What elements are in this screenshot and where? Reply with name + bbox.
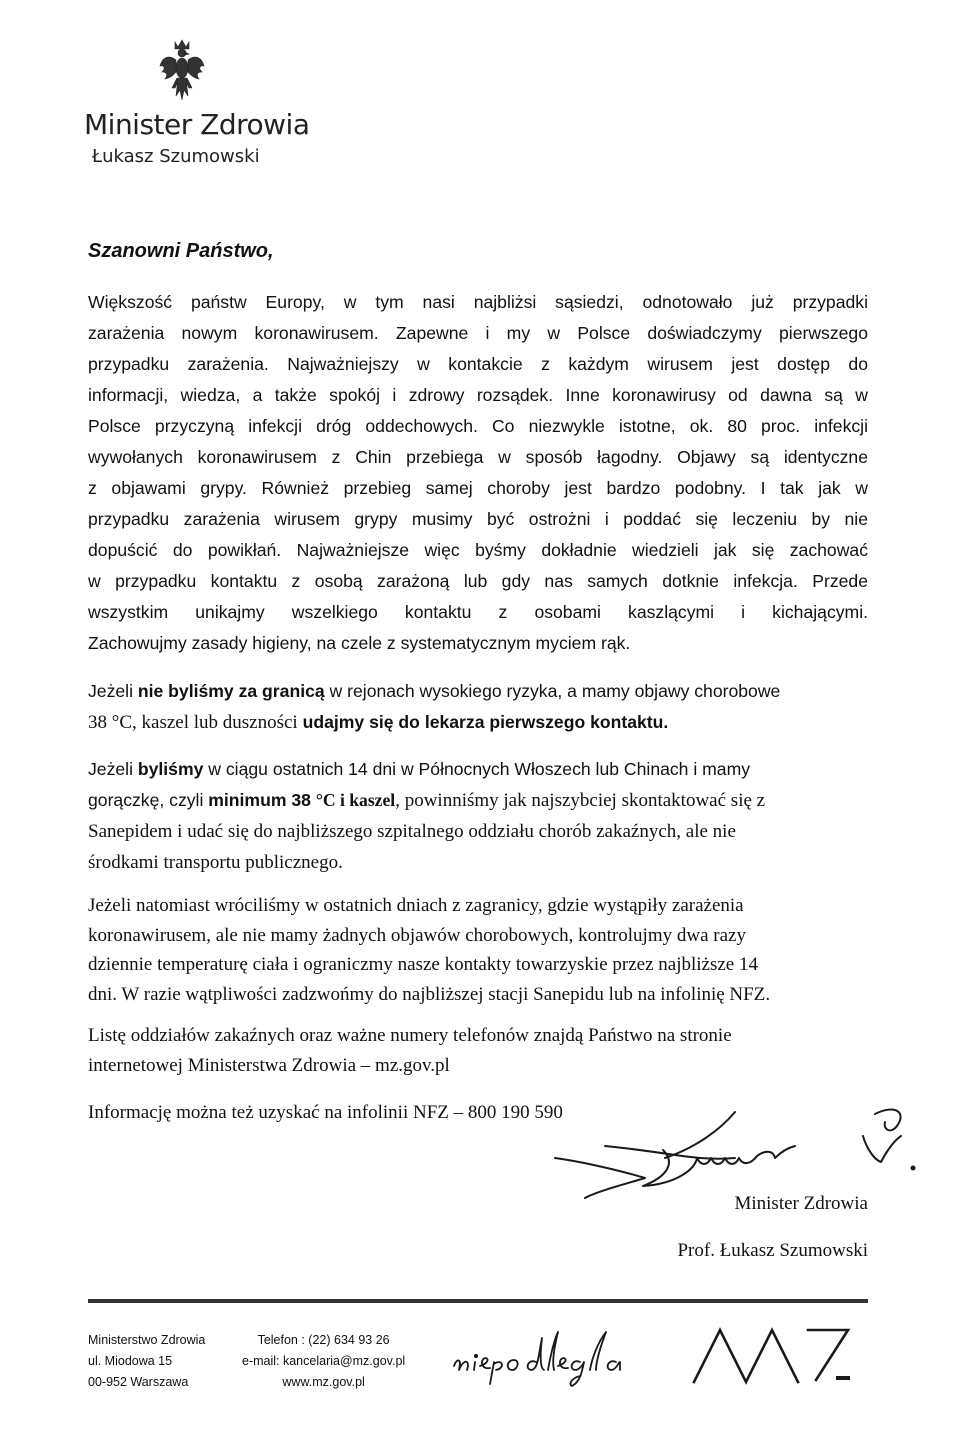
paragraph-line: wywołanych koronawirusem z Chin przebiega w sposób łagodny. Objawy są identyczne xyxy=(88,447,868,467)
paragraph-hotline: Informację można też uzyskać na infolinii NFZ – 800 190 590 xyxy=(88,1102,563,1123)
paragraph-line: dziennie temperaturę ciała i ograniczmy nasze kontakty towarzyskie przez najbliższe 14 xyxy=(88,954,758,975)
text-run: w rejonach wysokiego ryzyka, a mamy objawy chorobowe xyxy=(324,681,781,701)
paragraph-line: środkami transportu publicznego. xyxy=(88,852,343,873)
emphasis-text: byliśmy xyxy=(137,759,204,779)
paragraph-line xyxy=(88,707,868,738)
text-run: Jeżeli xyxy=(88,681,138,701)
polish-eagle-emblem-icon xyxy=(158,38,206,106)
text-run: 38 °C, kaszel lub duszności xyxy=(88,712,298,733)
paragraph-line: przypadku zarażenia. Najważniejszy w kontakcie z każdym wirusem jest dostęp do xyxy=(88,354,868,374)
text-run: Jeżeli xyxy=(88,759,138,779)
footer-line: ul. Miodowa 15 xyxy=(88,1354,173,1368)
paragraph-intro xyxy=(88,287,868,659)
paragraph-line: zarażenia nowym koronawirusem. Zapewne i my w Polsce doświadczymy pierwszego xyxy=(88,323,868,343)
office-name: Łukasz Szumowski xyxy=(92,146,260,167)
text-run: , powinniśmy jak najszybciej skontaktować się z xyxy=(395,790,766,811)
text-run: gorączkę, czyli xyxy=(88,790,209,810)
paragraph-line: w przypadku kontaktu z osobą zarażoną lub gdy nas samych dotknie infekcja. Przede xyxy=(88,571,868,591)
footer-contact xyxy=(242,1330,405,1393)
salutation: Szanowni Państwo, xyxy=(88,240,274,262)
mz-logo xyxy=(690,1322,860,1392)
signatory-title: Minister Zdrowia xyxy=(734,1193,868,1214)
niepodlegla-logo xyxy=(450,1318,660,1390)
footer-address xyxy=(88,1330,205,1393)
paragraph-line: internetowej Ministerstwa Zdrowia – mz.gov.pl xyxy=(88,1054,450,1076)
footer-line: Ministerstwo Zdrowia xyxy=(88,1333,206,1347)
paragraph-no-travel xyxy=(88,676,868,738)
paragraph-line: Zachowujmy zasady higieny, na czele z systematycznym myciem rąk. xyxy=(88,633,631,653)
paragraph-line: dopuścić do powikłań. Najważniejsze więc byśmy dokładnie wiedzieli jak się zachować xyxy=(88,540,868,560)
paragraph-line: Polsce przyczyną infekcji dróg oddechowych. Co niezwykle istotne, ok. 80 proc. infekcji xyxy=(88,416,868,436)
emphasis-text: nie byliśmy za granicą xyxy=(137,681,325,701)
emphasis-text: °C i kaszel xyxy=(315,790,396,810)
footer-divider xyxy=(88,1299,868,1303)
paragraph-line xyxy=(88,754,868,785)
footer-phone: Telefon : (22) 634 93 26 xyxy=(257,1333,390,1347)
paragraph-line: Większość państw Europy, w tym nasi najbliżsi sąsiedzi, odnotowało już przypadki xyxy=(88,292,868,312)
paragraph-line: przypadku zarażenia wirusem grypy musimy być ostrożni i poddać się leczeniu by nie xyxy=(88,509,868,529)
paragraph-wards-list xyxy=(88,1021,868,1080)
paragraph-line: informacji, wiedza, a także spokój i zdrowy rozsądek. Inne koronawirusy od dawna są w xyxy=(88,385,868,405)
footer-website-link[interactable]: www.mz.gov.pl xyxy=(282,1375,365,1389)
paragraph-travel xyxy=(88,754,868,878)
footer-line: 00-952 Warszawa xyxy=(88,1375,189,1389)
office-title: Minister Zdrowia xyxy=(84,108,310,141)
paragraph-line xyxy=(88,676,868,707)
emphasis-text: udajmy się do lekarza pierwszego kontaktu. xyxy=(297,712,669,732)
signatory-name: Prof. Łukasz Szumowski xyxy=(677,1240,868,1261)
paragraph-line: Sanepidem i udać się do najbliższego szpitalnego oddziału chorób zakaźnych, ale nie xyxy=(88,821,736,842)
paragraph-line: Jeżeli natomiast wróciliśmy w ostatnich dniach z zagranicy, gdzie wystąpiły zarażenia xyxy=(88,895,744,916)
paragraph-returned xyxy=(88,891,868,1009)
footer-email-link[interactable]: e-mail: kancelaria@mz.gov.pl xyxy=(242,1354,406,1368)
paragraph-line: dni. W razie wątpliwości zadzwońmy do najbliższej stacji Sanepidu lub na infolinię NFZ. xyxy=(88,983,771,1005)
paragraph-line: z objawami grypy. Również przebieg samej choroby jest bardzo podobny. I tak jak w xyxy=(88,478,868,498)
paragraph-line xyxy=(88,785,868,816)
paragraph-line: koronawirusem, ale nie mamy żadnych objawów chorobowych, kontrolujmy dwa razy xyxy=(88,924,746,946)
paragraph-line: wszystkim unikajmy wszelkiego kontaktu z osobami kaszlącymi i kichającymi. xyxy=(88,602,868,622)
emphasis-text: minimum 38 xyxy=(208,790,316,810)
paragraph-line: Listę oddziałów zakaźnych oraz ważne numery telefonów znajdą Państwo na stronie xyxy=(88,1025,732,1046)
text-run: w ciągu ostatnich 14 dni w Północnych Włoszech lub Chinach i mamy xyxy=(203,759,751,779)
